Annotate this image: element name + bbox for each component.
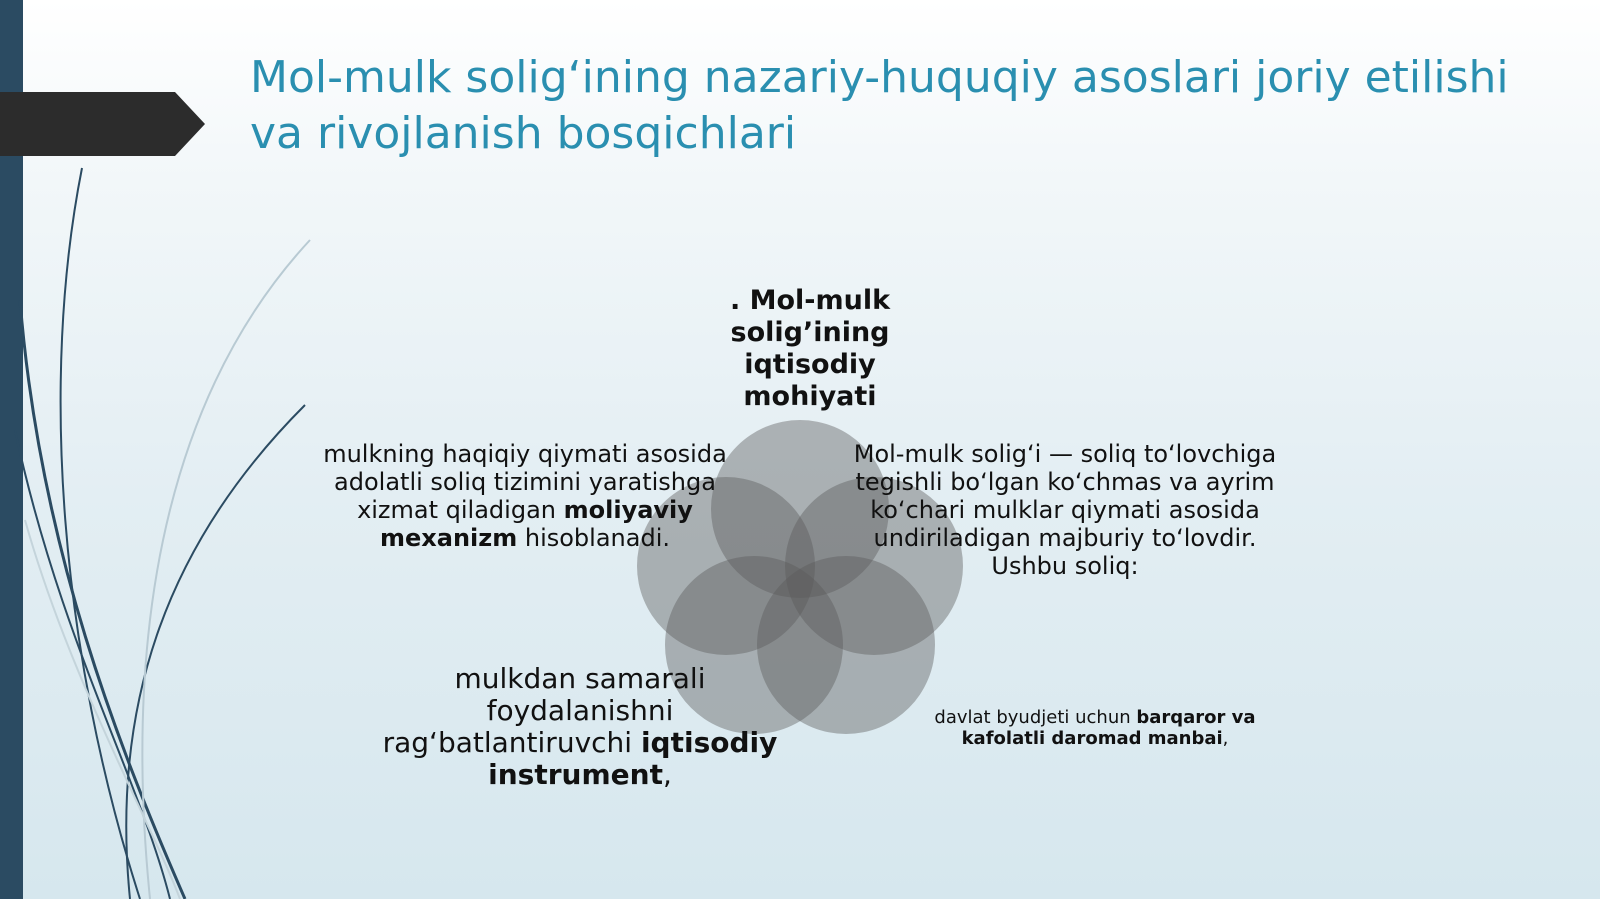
center-title: . Mol-mulk solig’ining iqtisodiy mohiyati <box>729 285 891 412</box>
bottom-left-description: mulkdan samarali foydalanishni rag‘batlantiruvchi iqtisodiy instrument, <box>382 662 778 791</box>
left-description: mulkning haqiqiy qiymati asosida adolatli soliq tizimini yaratishga xizmat qiladigan moliyaviy mexanizm hisoblanadi. <box>323 440 727 552</box>
right-description: Mol-mulk solig‘i — soliq to‘lovchiga tegishli bo‘lgan ko‘chmas va ayrim ko‘chari mulklar qiymati asosida undiriladigan majburiy to‘lovdir. Ushbu soliq: <box>853 440 1277 580</box>
bottom-right-description: davlat byudjeti uchun barqaror va kafolatli daromad manbai, <box>934 707 1256 749</box>
slide-title: Mol-mulk solig‘ining nazariy-huquqiy asoslari joriy etilishi va rivojlanish bosqichlari <box>250 52 1509 159</box>
